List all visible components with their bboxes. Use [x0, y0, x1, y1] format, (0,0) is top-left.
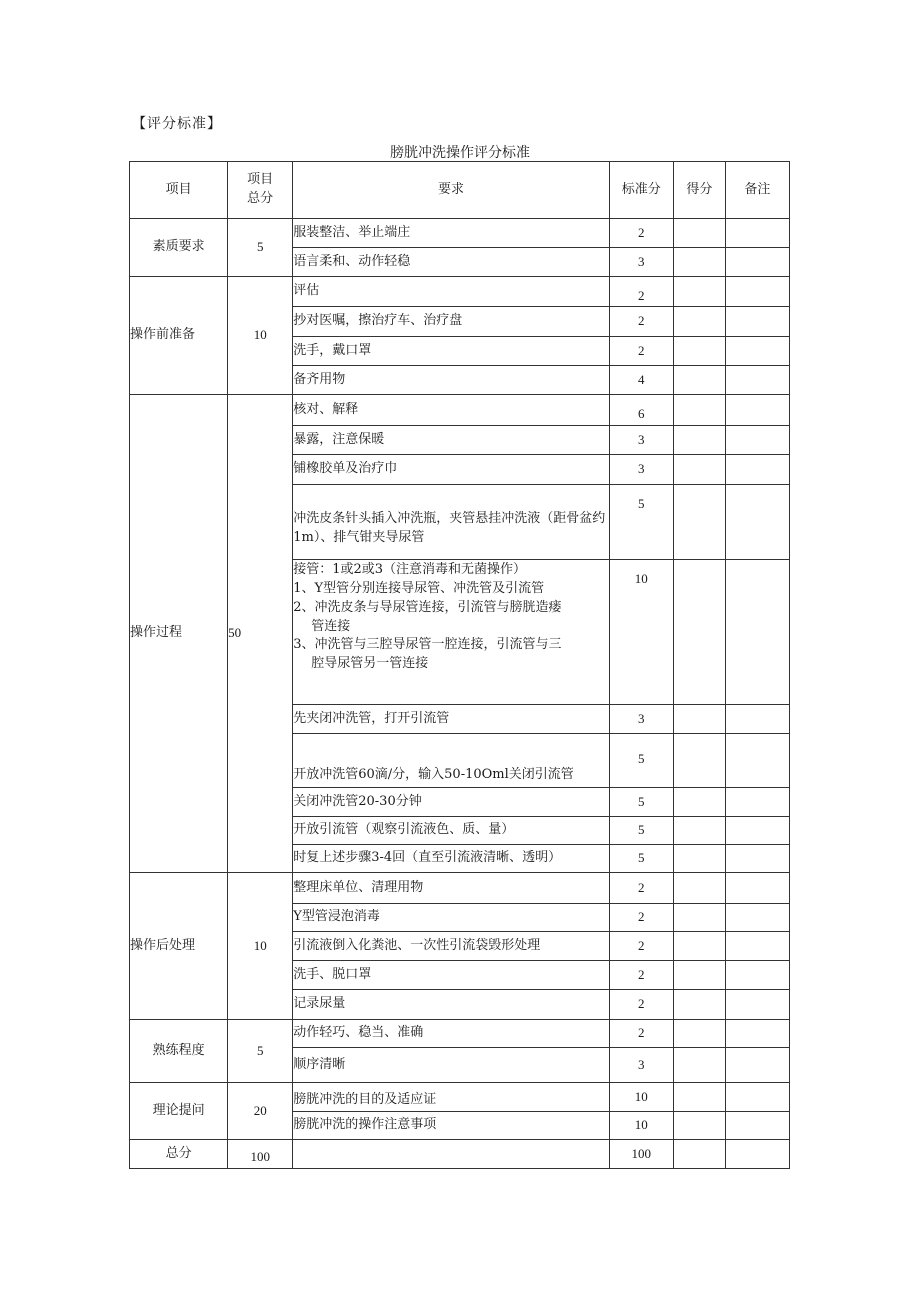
- requirement-cell: 洗手，戴口罩: [293, 337, 609, 366]
- requirement-subline: 2、冲洗皮条与导尿管连接，引流管与膀胱造瘘: [293, 599, 562, 615]
- section-total: 10: [228, 277, 293, 395]
- score-input-cell[interactable]: [673, 990, 725, 1020]
- section-total: 10: [228, 873, 293, 1020]
- requirement-cell: 关闭冲洗管20-30分钟: [293, 788, 609, 817]
- col-standard-header: 标准分: [609, 162, 673, 219]
- standard-score-cell: 2: [609, 932, 673, 961]
- total-points: 100: [228, 1140, 293, 1169]
- standard-score-cell: 3: [609, 426, 673, 455]
- score-input-cell[interactable]: [673, 817, 725, 845]
- requirement-cell: [293, 1140, 609, 1169]
- score-input-cell[interactable]: [673, 1083, 725, 1112]
- requirement-cell: 评估: [293, 277, 609, 307]
- remark-cell[interactable]: [725, 277, 789, 307]
- requirement-cell: 开放冲洗管60滴/分，输入50-10Oml关闭引流管: [293, 734, 609, 788]
- requirement-cell: 冲洗皮条针头插入冲洗瓶，夹管悬挂冲洗液（距骨盆约1m）、排气钳夹导尿管: [293, 485, 609, 560]
- score-input-cell[interactable]: [673, 455, 725, 485]
- standard-score-total: 100: [609, 1140, 673, 1169]
- section-total: 50: [228, 395, 293, 873]
- standard-score-cell: 5: [609, 817, 673, 845]
- standard-score-cell: 2: [609, 277, 673, 307]
- remark-cell[interactable]: [725, 873, 789, 904]
- scoring-table: [129, 161, 790, 1169]
- remark-cell[interactable]: [725, 248, 789, 277]
- score-input-cell[interactable]: [673, 1140, 725, 1169]
- remark-cell[interactable]: [725, 366, 789, 395]
- remark-cell[interactable]: [725, 337, 789, 366]
- total-label: 总分: [130, 1140, 228, 1169]
- section-total: 20: [228, 1083, 293, 1140]
- requirement-cell: 核对、解释: [293, 395, 609, 426]
- score-input-cell[interactable]: [673, 1020, 725, 1048]
- score-input-cell[interactable]: [673, 395, 725, 426]
- table-row: [130, 873, 790, 904]
- section-name: 操作后处理: [130, 873, 228, 1020]
- standard-score-cell: 5: [609, 845, 673, 873]
- remark-cell[interactable]: [725, 307, 789, 337]
- score-input-cell[interactable]: [673, 560, 725, 705]
- col-total-header: [228, 162, 293, 219]
- score-input-cell[interactable]: [673, 366, 725, 395]
- requirement-cell: 铺橡胶单及治疗巾: [293, 455, 609, 485]
- score-input-cell[interactable]: [673, 1112, 725, 1140]
- score-input-cell[interactable]: [673, 788, 725, 817]
- standard-score-cell: 2: [609, 961, 673, 990]
- requirement-cell: 暴露，注意保暖: [293, 426, 609, 455]
- requirement-cell: 开放引流管（观察引流液色、质、量）: [293, 817, 609, 845]
- remark-cell[interactable]: [725, 817, 789, 845]
- requirement-cell: 引流液倒入化粪池、一次性引流袋毁形处理: [293, 932, 609, 961]
- remark-cell[interactable]: [725, 455, 789, 485]
- remark-cell[interactable]: [725, 395, 789, 426]
- score-input-cell[interactable]: [673, 734, 725, 788]
- standard-score-cell: 3: [609, 1048, 673, 1083]
- requirement-subline: 1、Y型管分别连接导尿管、冲洗管及引流管: [293, 580, 545, 596]
- standard-score-cell: 2: [609, 990, 673, 1020]
- score-input-cell[interactable]: [673, 932, 725, 961]
- col-total-header-line1: 项目: [247, 172, 274, 188]
- remark-cell[interactable]: [725, 1083, 789, 1112]
- remark-cell[interactable]: [725, 560, 789, 705]
- remark-cell[interactable]: [725, 485, 789, 560]
- standard-score-cell: 5: [609, 734, 673, 788]
- table-row: [130, 1083, 790, 1112]
- section-total: 5: [228, 219, 293, 277]
- standard-score-cell: 3: [609, 248, 673, 277]
- col-total-header-line2: 总分: [247, 191, 274, 206]
- requirement-cell: 先夹闭冲洗管，打开引流管: [293, 705, 609, 734]
- col-item-header: 项目: [130, 162, 228, 219]
- remark-cell[interactable]: [725, 904, 789, 932]
- col-remark-header: 备注: [725, 162, 789, 219]
- score-input-cell[interactable]: [673, 961, 725, 990]
- table-row: [130, 1020, 790, 1048]
- score-input-cell[interactable]: [673, 219, 725, 248]
- requirement-multiline: [293, 561, 608, 703]
- table-row: [130, 219, 790, 248]
- requirement-line: 接管：1或2或3（注意消毒和无菌操作）: [293, 562, 527, 577]
- requirement-cell: [293, 560, 609, 705]
- remark-cell[interactable]: [725, 705, 789, 734]
- score-input-cell[interactable]: [673, 426, 725, 455]
- score-input-cell[interactable]: [673, 337, 725, 366]
- section-name: 熟练程度: [130, 1020, 228, 1083]
- standard-score-cell: 2: [609, 307, 673, 337]
- section-name: 操作过程: [130, 395, 228, 873]
- standard-score-cell: 10: [609, 1112, 673, 1140]
- score-input-cell[interactable]: [673, 904, 725, 932]
- score-input-cell[interactable]: [673, 277, 725, 307]
- header-row: [130, 162, 790, 219]
- remark-cell[interactable]: [725, 990, 789, 1020]
- requirement-subline: 3、冲洗管与三腔导尿管一腔连接，引流管与三: [293, 637, 562, 653]
- remark-cell[interactable]: [725, 426, 789, 455]
- section-total: 5: [228, 1020, 293, 1083]
- requirement-cell: 时复上述步骤3-4回（直至引流液清晰、透明）: [293, 845, 609, 873]
- remark-cell[interactable]: [725, 932, 789, 961]
- requirement-cell: Y型管浸泡消毒: [293, 904, 609, 932]
- remark-cell[interactable]: [725, 1140, 789, 1169]
- requirement-cell: 语言柔和、动作轻稳: [293, 248, 609, 277]
- standard-score-cell: 2: [609, 337, 673, 366]
- requirement-cell: 顺序清晰: [293, 1048, 609, 1083]
- standard-score-cell: 6: [609, 395, 673, 426]
- remark-cell[interactable]: [725, 219, 789, 248]
- remark-cell[interactable]: [725, 1112, 789, 1140]
- standard-score-cell: 2: [609, 873, 673, 904]
- standard-score-cell: 10: [609, 1083, 673, 1112]
- standard-score-cell: 2: [609, 904, 673, 932]
- total-row: [130, 1140, 790, 1169]
- section-heading: 【评分标准】: [132, 116, 222, 132]
- remark-cell[interactable]: [725, 961, 789, 990]
- standard-score-cell: 5: [609, 485, 673, 560]
- score-input-cell[interactable]: [673, 845, 725, 873]
- remark-cell[interactable]: [725, 845, 789, 873]
- table-row: [130, 277, 790, 307]
- requirement-cell: 备齐用物: [293, 366, 609, 395]
- remark-cell[interactable]: [725, 734, 789, 788]
- requirement-cell: 服装整洁、举止端庄: [293, 219, 609, 248]
- standard-score-cell: 2: [609, 1020, 673, 1048]
- requirement-cell: 动作轻巧、稳当、准确: [293, 1020, 609, 1048]
- col-requirement-header: 要求: [293, 162, 609, 219]
- requirement-cell: 记录尿量: [293, 990, 609, 1020]
- requirement-subline: 腔导尿管另一管连接: [311, 656, 429, 672]
- score-input-cell[interactable]: [673, 705, 725, 734]
- requirement-cell: 抄对医嘱，擦治疗车、治疗盘: [293, 307, 609, 337]
- requirement-cell: 膀胱冲洗的操作注意事项: [293, 1112, 609, 1140]
- section-name: 素质要求: [130, 219, 228, 277]
- score-input-cell[interactable]: [673, 485, 725, 560]
- standard-score-cell: 2: [609, 219, 673, 248]
- standard-score-cell: 4: [609, 366, 673, 395]
- standard-score-cell: 5: [609, 788, 673, 817]
- requirement-cell: 洗手、脱口罩: [293, 961, 609, 990]
- remark-cell[interactable]: [725, 1020, 789, 1048]
- col-score-header: 得分: [673, 162, 725, 219]
- remark-cell[interactable]: [725, 1048, 789, 1083]
- requirement-cell: 膀胱冲洗的目的及适应证: [293, 1083, 609, 1112]
- requirement-cell: 整理床单位、清理用物: [293, 873, 609, 904]
- section-name: 理论提问: [130, 1083, 228, 1140]
- standard-score-cell: 10: [609, 560, 673, 705]
- remark-cell[interactable]: [725, 788, 789, 817]
- requirement-subline: 管连接: [311, 618, 351, 634]
- standard-score-cell: 3: [609, 455, 673, 485]
- table-caption: 膀胱冲洗操作评分标准: [390, 145, 530, 161]
- score-input-cell[interactable]: [673, 307, 725, 337]
- score-input-cell[interactable]: [673, 1048, 725, 1083]
- score-input-cell[interactable]: [673, 873, 725, 904]
- section-name: 操作前准备: [130, 277, 228, 395]
- table-row: [130, 395, 790, 426]
- score-input-cell[interactable]: [673, 248, 725, 277]
- standard-score-cell: 3: [609, 705, 673, 734]
